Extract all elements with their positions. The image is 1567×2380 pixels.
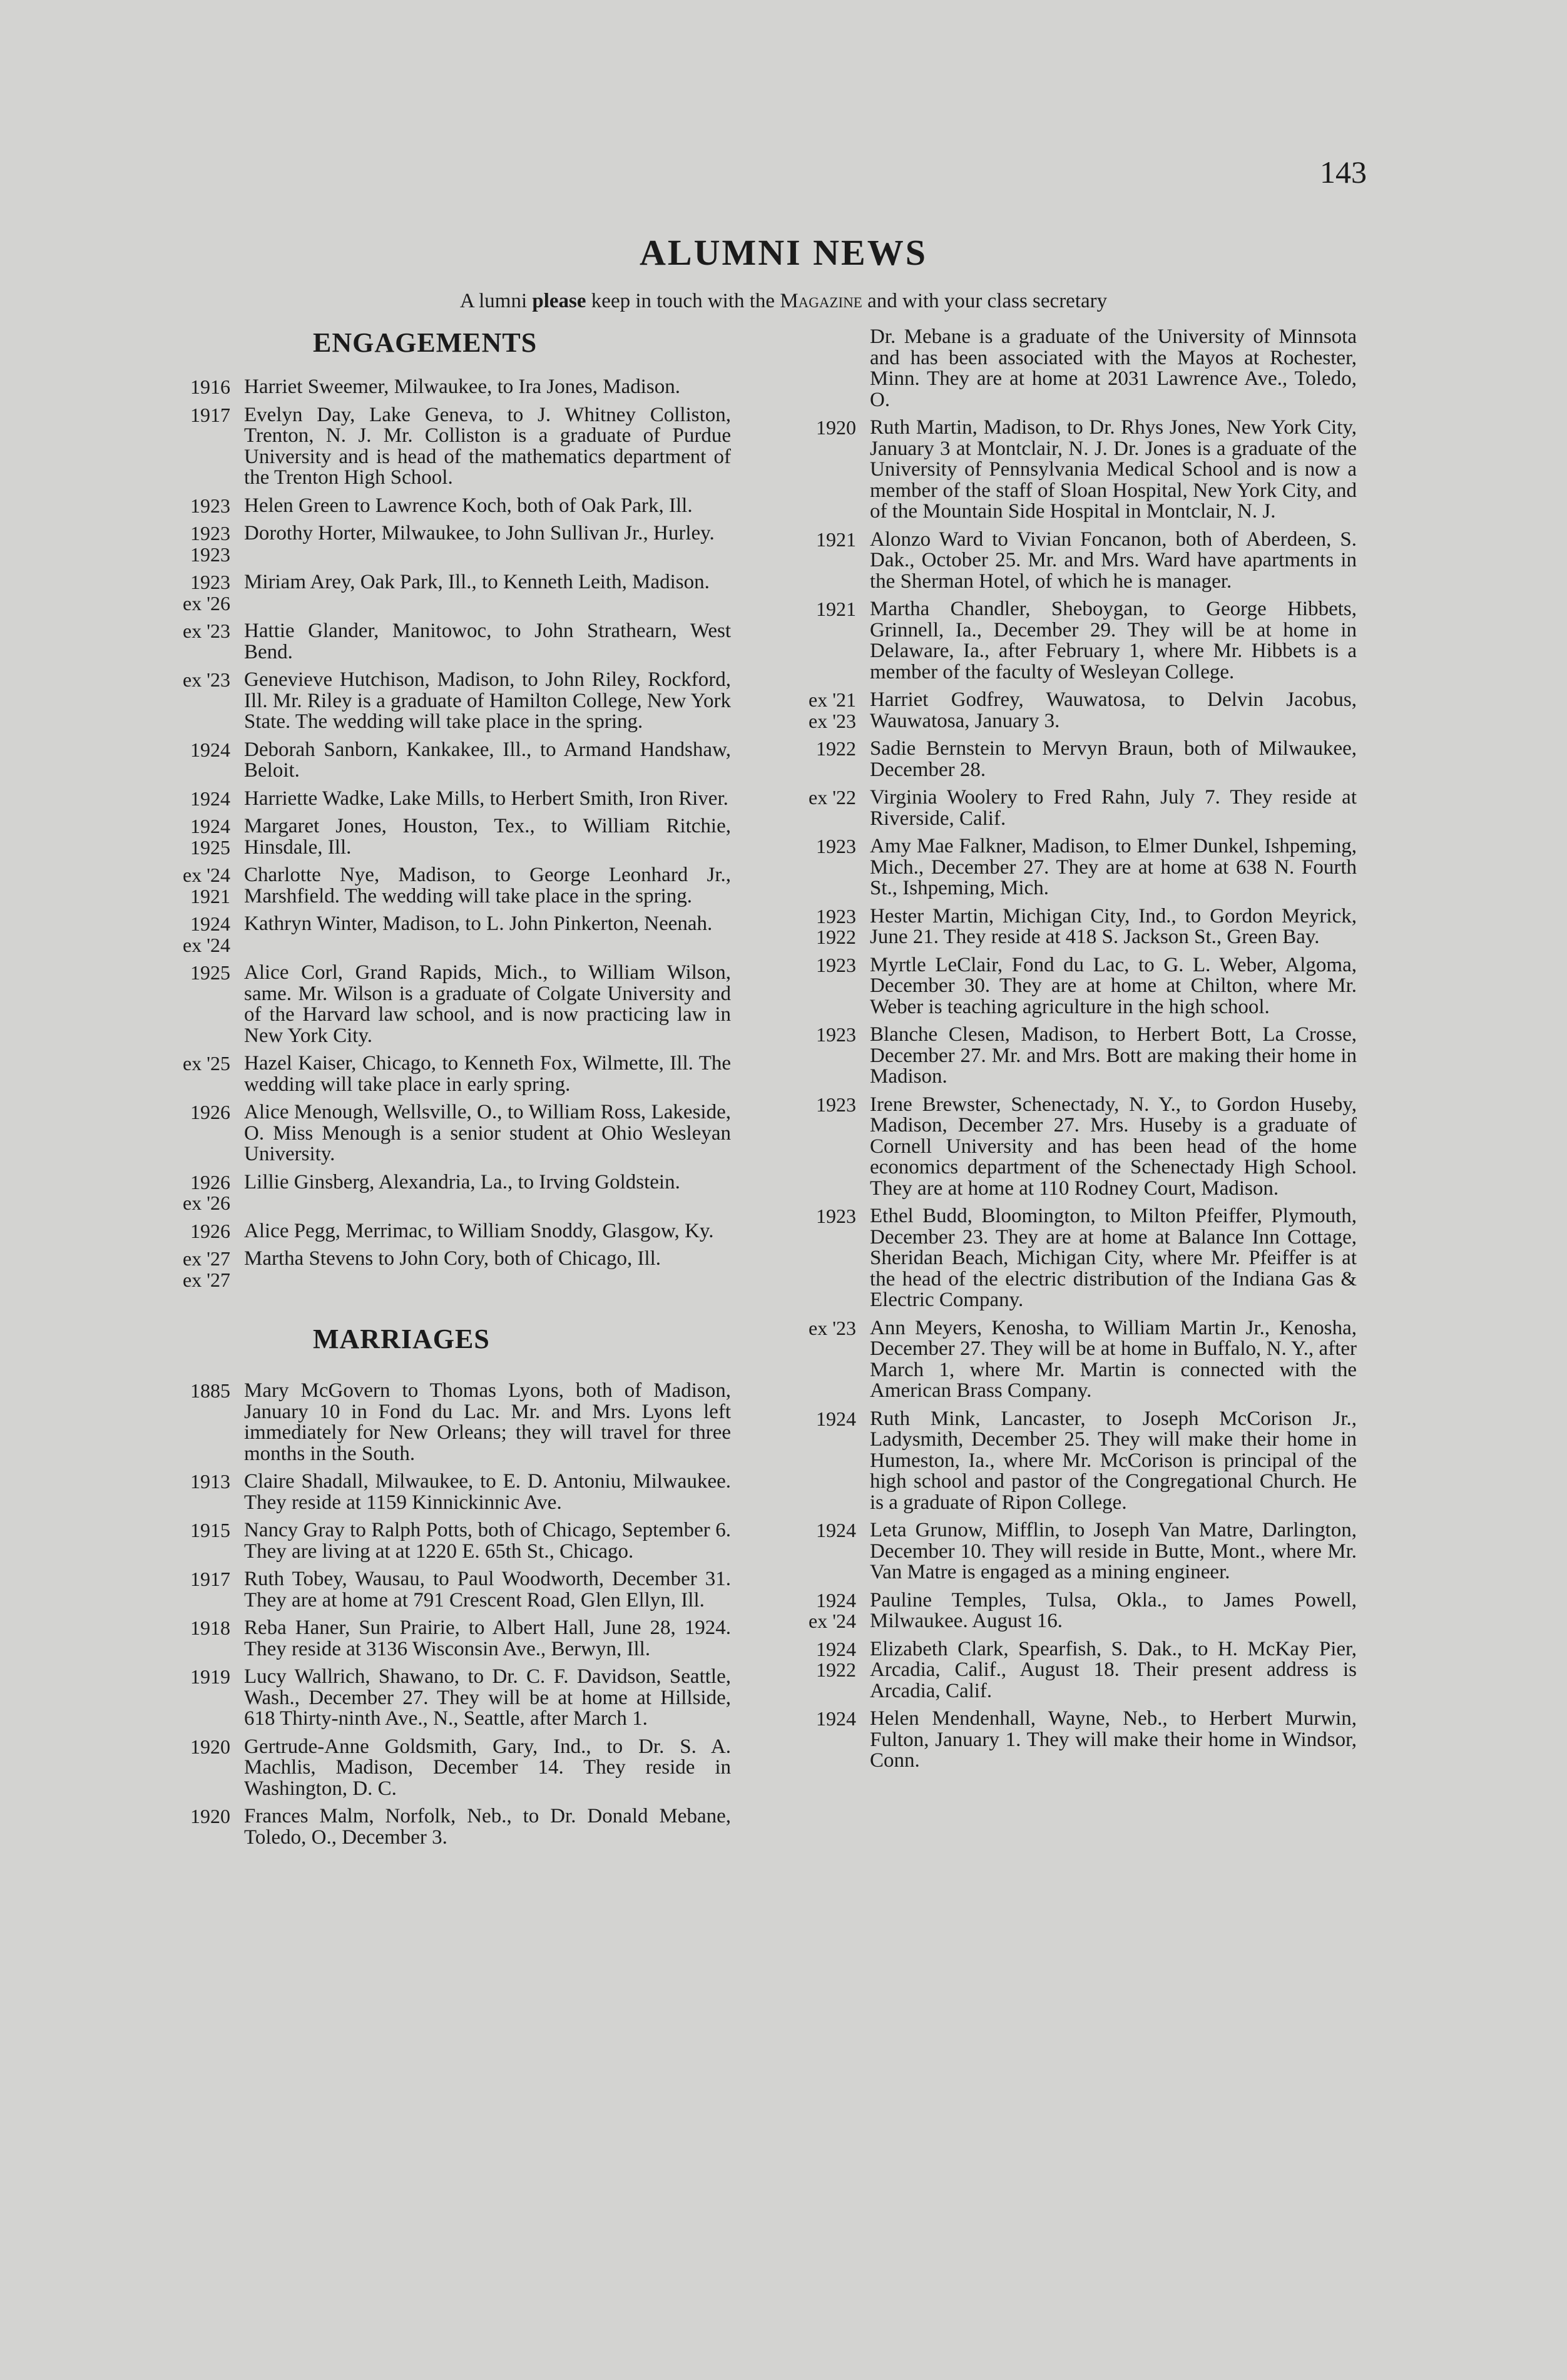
class-year: 1923 [190, 571, 230, 593]
class-year: ex '26 [183, 1192, 230, 1214]
class-year: ex '23 [809, 1316, 856, 1339]
entry [775, 1520, 1357, 1583]
entry-years [149, 865, 230, 907]
entry [149, 816, 731, 858]
class-year: 1925 [190, 835, 230, 859]
entry-text: Evelyn Day, Lake Geneva, to J. Whitney Colliston, Trenton, N. J. Mr. Colliston is a graduate of Purdue University and is head of the mathematics department of the Trenton High School. [244, 403, 731, 489]
class-year: ex '22 [809, 786, 856, 809]
class-year: 1919 [190, 1665, 230, 1688]
entry [149, 865, 731, 907]
entry [149, 1667, 731, 1730]
entry [149, 789, 731, 810]
entry [149, 1053, 731, 1095]
entry [775, 1590, 1357, 1632]
class-year: 1923 [816, 953, 856, 976]
tagline-part3: and with your class secretary [862, 290, 1108, 312]
class-year: 1916 [190, 375, 230, 398]
class-year: ex '25 [183, 1052, 230, 1075]
entry-years [149, 377, 230, 398]
entry-years [149, 1172, 230, 1214]
class-year: 1923 [190, 494, 230, 517]
entry [149, 1249, 731, 1290]
entry-years [149, 816, 230, 858]
class-year: 1913 [190, 1470, 230, 1493]
class-year: 1923 [816, 1023, 856, 1046]
entry-text: Leta Grunow, Mifflin, to Joseph Van Matre, Darlington, December 10. They will reside in Butte, Mont., where Mr. Van Matre is engaged as a mining engineer. [870, 1519, 1357, 1583]
class-year: 1920 [190, 1735, 230, 1758]
class-year: 1920 [190, 1805, 230, 1827]
entry [775, 906, 1357, 948]
entry [775, 1409, 1357, 1514]
class-year: ex '23 [183, 668, 230, 691]
class-year: 1926 [190, 1219, 230, 1242]
class-year: 1923 [816, 1093, 856, 1116]
entry-years [149, 670, 230, 733]
class-year: ex '27 [183, 1268, 230, 1291]
entry [775, 327, 1357, 411]
left-column [149, 327, 731, 1855]
entry [775, 738, 1357, 780]
class-year: 1924 [816, 1707, 856, 1730]
entry-text: Charlotte Nye, Madison, to George Leonhard Jr., Marshfield. The wedding will take place in the spring. [244, 864, 731, 907]
entry [149, 1806, 731, 1848]
entry-text: Hazel Kaiser, Chicago, to Kenneth Fox, Wilmette, Ill. The wedding will take place in early spring. [244, 1052, 731, 1096]
entry-years [149, 621, 230, 663]
entry-text: Genevieve Hutchison, Madison, to John Riley, Rockford, Ill. Mr. Riley is a graduate of Hamilton College, New York State. The wedding will take place in the spring. [244, 668, 731, 733]
entry-text: Harriette Wadke, Lake Mills, to Herbert Smith, Iron River. [244, 787, 728, 810]
entry [149, 1618, 731, 1660]
entry-years [149, 740, 230, 782]
entry-text: Reba Haner, Sun Prairie, to Albert Hall, June 28, 1924. They reside at 3136 Wisconsin Ave., Berwyn, Ill. [244, 1616, 731, 1660]
entry-text: Blanche Clesen, Madison, to Herbert Bott, La Crosse, December 27. Mr. and Mrs. Bott are making their home in Madison. [870, 1023, 1357, 1088]
entry-text: Nancy Gray to Ralph Potts, both of Chicago, September 6. They are living at at 1220 E. 65th St., Chicago. [244, 1519, 731, 1563]
class-year: 1924 [816, 1637, 856, 1660]
entry-years [149, 1667, 230, 1730]
class-year: 1924 [190, 787, 230, 810]
marriages-heading: MARRIAGES [313, 1324, 490, 1354]
entry-text: Alice Menough, Wellsville, O., to William Ross, Lakeside, O. Miss Menough is a senior student at Ohio Wesleyan University. [244, 1101, 731, 1165]
entry-years [775, 599, 856, 683]
entry-years [149, 1520, 230, 1562]
entry-years [149, 1806, 230, 1848]
entry-years [775, 1520, 856, 1583]
entry [775, 690, 1357, 732]
entry-years [775, 906, 856, 948]
entry-years [149, 1053, 230, 1095]
entry [149, 405, 731, 489]
class-year: 1926 [190, 1170, 230, 1193]
entry [149, 1381, 731, 1464]
class-year: 1921 [816, 528, 856, 551]
entry-years [775, 1639, 856, 1702]
entry-years [775, 1206, 856, 1311]
entry [775, 955, 1357, 1018]
entry [149, 1221, 731, 1242]
entry [149, 1172, 731, 1214]
entry [149, 670, 731, 733]
entry [149, 914, 731, 956]
class-year: 1923 [816, 835, 856, 857]
entry-text: Virginia Woolery to Fred Rahn, July 7. They reside at Riverside, Calif. [870, 786, 1357, 830]
entry-years [149, 1737, 230, 1800]
entry [149, 740, 731, 782]
entry-years [775, 1708, 856, 1772]
entry-text: Helen Green to Lawrence Koch, both of Oak Park, Ill. [244, 494, 693, 517]
entry-years [149, 1102, 230, 1165]
entry-text: Alonzo Ward to Vivian Foncanon, both of Aberdeen, S. Dak., October 25. Mr. and Mrs. Ward have apartments in the Sherman Hotel, of which he is manager. [870, 528, 1357, 593]
entry-years [149, 572, 230, 614]
entry [775, 417, 1357, 523]
entry [775, 1318, 1357, 1402]
entry [149, 377, 731, 398]
entry-text: Dr. Mebane is a graduate of the University of Minnsota and has been associated with the Mayos at Rochester, Minn. They are at home at 2031 Lawrence Ave., Toledo, O. [870, 325, 1357, 411]
class-year: ex '24 [183, 864, 230, 886]
entry-text: Kathryn Winter, Madison, to L. John Pinkerton, Neenah. [244, 912, 713, 935]
entry-years [775, 836, 856, 899]
class-year: 1924 [190, 738, 230, 761]
entry-text: Martha Chandler, Sheboygan, to George Hibbets, Grinnell, Ia., December 29. They will be at home in Delaware, Ia., after February 1, where Mr. Hibbets is a member of the faculty of Wesleyan College. [870, 598, 1357, 683]
page-title: ALUMNI NEWS [640, 232, 927, 273]
entry-text: Margaret Jones, Houston, Tex., to William Ritchie, Hinsdale, Ill. [244, 815, 731, 859]
entry-years [149, 1249, 230, 1290]
page-number: 143 [1320, 155, 1367, 190]
entry-text: Ruth Mink, Lancaster, to Joseph McCorison Jr., Ladysmith, December 25. They will make their home in Humeston, Ia., where Mr. McCorison is principal of the high school and pastor of the Congregational Church. He is a graduate of Ripon College. [870, 1407, 1357, 1514]
class-year: ex '21 [809, 688, 856, 711]
class-year: 1917 [190, 403, 230, 426]
entry [149, 1569, 731, 1611]
entry-years [775, 529, 856, 593]
entry [149, 1102, 731, 1165]
entry [149, 496, 731, 517]
class-year: ex '23 [809, 709, 856, 732]
entry-text: Deborah Sanborn, Kankakee, Ill., to Armand Handshaw, Beloit. [244, 738, 731, 782]
entry-text: Alice Pegg, Merrimac, to William Snoddy, Glasgow, Ky. [244, 1219, 714, 1242]
entry [149, 1471, 731, 1513]
tagline [0, 290, 1567, 313]
entry-years [149, 1471, 230, 1513]
entry-text: Hattie Glander, Manitowoc, to John Strathearn, West Bend. [244, 620, 731, 663]
class-year: 1921 [816, 598, 856, 620]
entry [149, 963, 731, 1046]
entry-years [775, 955, 856, 1018]
class-year: 1926 [190, 1101, 230, 1123]
entry-text: Elizabeth Clark, Spearfish, S. Dak., to H. McKay Pier, Arcadia, Calif., August 18. Their present address is Arcadia, Calif. [870, 1637, 1357, 1702]
class-year: 1924 [816, 1407, 856, 1430]
entry [775, 1095, 1357, 1200]
entry-years [775, 1318, 856, 1402]
entry-years [775, 690, 856, 732]
entry-years [775, 1590, 856, 1632]
class-year: 1923 [816, 904, 856, 927]
class-year: 1915 [190, 1519, 230, 1541]
class-year: 1918 [190, 1616, 230, 1639]
entry-text: Ethel Budd, Bloomington, to Milton Pfeiffer, Plymouth, December 23. They are at home at Balance Inn Cottage, Sheridan Beach, Michigan City, where Mr. Pfeiffer is at the head of the electric distribution of the Indiana Gas & Electric Company. [870, 1205, 1357, 1311]
tagline-part1: A lumni [459, 290, 533, 312]
entry-text: Pauline Temples, Tulsa, Okla., to James Powell, Milwaukee. August 16. [870, 1588, 1357, 1632]
class-year: ex '24 [183, 933, 230, 956]
entry [149, 1737, 731, 1800]
entry-text: Helen Mendenhall, Wayne, Neb., to Herbert Murwin, Fulton, January 1. They will make their home in Windsor, Conn. [870, 1707, 1357, 1772]
class-year: 1924 [816, 1519, 856, 1541]
entry-years [775, 738, 856, 780]
entry-text: Irene Brewster, Schenectady, N. Y., to Gordon Huseby, Madison, December 27. Mrs. Huseby is a graduate of Cornell University and has been head of the home economics department of the Schenectady High School. They are at home at 110 Rodney Court, Madison. [870, 1093, 1357, 1200]
tagline-part2: keep in touch with the [586, 290, 780, 312]
class-year: 1885 [190, 1379, 230, 1402]
class-year: ex '26 [183, 591, 230, 615]
entry-text: Ann Meyers, Kenosha, to William Martin Jr., Kenosha, December 27. They will be at home in Buffalo, N. Y., after March 1, where Mr. Martin is connected with the American Brass Company. [870, 1316, 1357, 1402]
tagline-magazine: Magazine [780, 290, 862, 312]
class-year: ex '24 [809, 1610, 856, 1632]
class-year: ex '27 [183, 1247, 230, 1270]
entry-text: Harriet Sweemer, Milwaukee, to Ira Jones, Madison. [244, 375, 680, 398]
entry-years [775, 417, 856, 523]
entry [775, 529, 1357, 593]
right-column [775, 327, 1357, 1779]
entry-text: Myrtle LeClair, Fond du Lac, to G. L. Weber, Algoma, December 30. They are at home at Chilton, where Mr. Weber is teaching agriculture in the high school. [870, 953, 1357, 1018]
class-year: 1924 [190, 815, 230, 837]
entry-text: Gertrude-Anne Goldsmith, Gary, Ind., to Dr. S. A. Machlis, Madison, December 14. They reside in Washington, D. C. [244, 1735, 731, 1800]
entry-years [149, 523, 230, 565]
entry-years [149, 1618, 230, 1660]
tagline-bold: please [532, 290, 586, 312]
class-year: 1923 [190, 522, 230, 544]
entry-years [149, 914, 230, 956]
entry [149, 1520, 731, 1562]
engagements-list [149, 377, 731, 1290]
entry-text: Mary McGovern to Thomas Lyons, both of Madison, January 10 in Fond du Lac. Mr. and Mrs. Lyons left immediately for New Orleans; they will travel for three months in the South. [244, 1379, 731, 1465]
class-year: 1920 [816, 416, 856, 439]
entry-text: Alice Corl, Grand Rapids, Mich., to William Wilson, same. Mr. Wilson is a graduate of Colgate University and of the Harvard law school, and is now practicing law in New York City. [244, 961, 731, 1047]
entry-text: Lucy Wallrich, Shawano, to Dr. C. F. Davidson, Seattle, Wash., December 27. They will be at home at Hillside, 618 Thirty-ninth Ave., N., Seattle, after March 1. [244, 1665, 731, 1730]
entry-years [775, 1024, 856, 1088]
entry-text: Amy Mae Falkner, Madison, to Elmer Dunkel, Ishpeming, Mich., December 27. They are at home at 638 N. Fourth St., Ishpeming, Mich. [870, 835, 1357, 899]
class-year: 1917 [190, 1568, 230, 1590]
entry-text: Dorothy Horter, Milwaukee, to John Sullivan Jr., Hurley. [244, 522, 715, 544]
entry-years [149, 1381, 230, 1464]
entry-years [149, 496, 230, 517]
entry-years [149, 1221, 230, 1242]
entry-years [149, 405, 230, 489]
entry-text: Ruth Martin, Madison, to Dr. Rhys Jones, New York City, January 3 at Montclair, N. J. Dr. Jones is a graduate of the University of Pennsylvania Medical School and is now a member of the staff of Sloan Hospital, New York City, and of the Mountain Side Hospital in Montclair, N. J. [870, 416, 1357, 523]
entry [775, 1206, 1357, 1311]
entry-text: Martha Stevens to John Cory, both of Chicago, Ill. [244, 1247, 661, 1270]
entry-years [149, 963, 230, 1046]
entry-years [775, 1409, 856, 1514]
entry [149, 523, 731, 565]
entry [775, 1708, 1357, 1772]
entry [775, 836, 1357, 899]
entry-years [775, 1095, 856, 1200]
entry-years [149, 789, 230, 810]
entry-text: Frances Malm, Norfolk, Neb., to Dr. Donald Mebane, Toledo, O., December 3. [244, 1805, 731, 1849]
entry [149, 621, 731, 663]
class-year: 1924 [816, 1588, 856, 1611]
entry-text: Miriam Arey, Oak Park, Ill., to Kenneth Leith, Madison. [244, 571, 710, 593]
entry-text: Harriet Godfrey, Wauwatosa, to Delvin Jacobus, Wauwatosa, January 3. [870, 688, 1357, 732]
entry-text: Sadie Bernstein to Mervyn Braun, both of Milwaukee, December 28. [870, 737, 1357, 781]
class-year: 1924 [190, 912, 230, 935]
class-year: 1922 [816, 1658, 856, 1681]
engagements-heading: ENGAGEMENTS [313, 327, 538, 358]
class-year: 1921 [190, 884, 230, 907]
entry-text: Lillie Ginsberg, Alexandria, La., to Irving Goldstein. [244, 1170, 680, 1193]
entry-text: Ruth Tobey, Wausau, to Paul Woodworth, December 31. They are at home at 791 Crescent Road, Glen Ellyn, Ill. [244, 1568, 731, 1611]
entry [775, 1639, 1357, 1702]
entry-text: Hester Martin, Michigan City, Ind., to Gordon Meyrick, June 21. They reside at 418 S. Jackson St., Green Bay. [870, 904, 1357, 948]
entry-years [149, 1569, 230, 1611]
class-year: 1925 [190, 961, 230, 984]
entry [775, 1024, 1357, 1088]
entry-text: Claire Shadall, Milwaukee, to E. D. Antoniu, Milwaukee. They reside at 1159 Kinnickinnic Ave. [244, 1470, 731, 1514]
class-year: 1923 [190, 543, 230, 566]
entry-years [775, 787, 856, 829]
marriages-continued-list [775, 327, 1357, 1772]
entry [149, 572, 731, 614]
entry [775, 787, 1357, 829]
entry [775, 599, 1357, 683]
class-year: 1923 [816, 1205, 856, 1227]
class-year: ex '23 [183, 620, 230, 642]
class-year: 1922 [816, 737, 856, 760]
marriages-list [149, 1381, 731, 1848]
class-year: 1922 [816, 926, 856, 948]
